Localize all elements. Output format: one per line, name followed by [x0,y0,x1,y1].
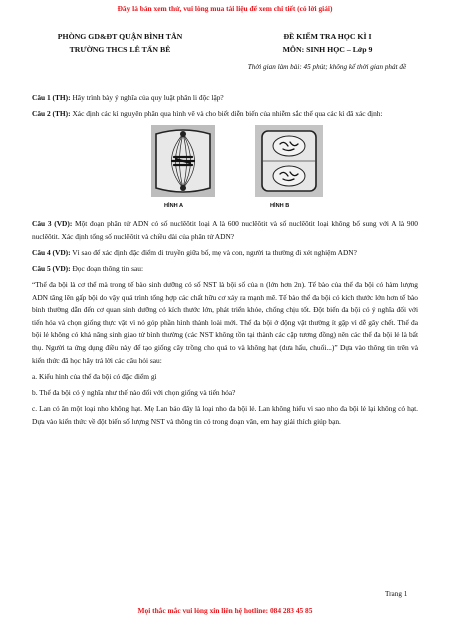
question-5-part-b: b. Thể đa bội có ý nghĩa như thế nào đối với chọn giống và tiến hóa? [32,387,236,397]
question-5-label: Câu 5 (VD): [32,263,71,273]
exam-content [32,92,418,432]
question-2 [32,108,418,121]
question-3-text: Một đoạn phân tử ADN có số nuclêôtit loại A là 600 nuclêôtit và số nuclêôtit loại không bổ sung với A là 900 nuclêôtit. Xác định tổng số nuclêôtit và chiều dài của phân tử ADN? [32,219,418,241]
question-4 [32,247,418,260]
preview-banner: Đây là bản xem thử, vui lòng mua tài liệu để xem chi tiết (có lời giải) [117,4,333,13]
question-3 [32,218,418,243]
question-1-label: Câu 1 (TH): [32,93,71,102]
exam-subject: MÔN: SINH HỌC – Lớp 9 [282,45,373,54]
question-5-part-c: c. Lan có ăn một loại nho không hạt. Mẹ Lan bảo đây là loại nho đa bội lẻ. Lan không hiểu vì sao nho đa bội lẻ lại không có hạt. Dựa vào kiến thức về đột biến số lượng NST và thông tin có trong đoạn văn, em hay giải thích giúp bạn. [32,403,418,426]
figure-b-caption: HÌNH B [270,203,290,210]
question-1 [32,92,418,105]
question-5-passage: “Thể đa bội là cơ thể mà trong tế bào sinh dưỡng có số NST là bội số của n (lớn hơn 2n). Tế bào của thể đa bội có hàm lượng ADN tăng lên gấp bội do vậy quá trình tổng hợp các chất hữu cơ xảy ra mạnh mẽ. Tế bào thể đa bội có kích thước lớn hơn tế bào bình thường dẫn đến cơ quan sinh dưỡng có kích thước lớn, phát triển khỏe, chống chịu tốt. Đột biến đa bội có ý nghĩa đối với tiến hóa và chọn giống thực vật vì nó góp phần hình thành loài mới. Thể đa bội ở động vật thường ít gặp vì dễ gây chết. Thể đa bội lẻ không có khả năng sinh giao tử bình thường (các NST không tồn tại thành các cặp tương đồng) nên các thể đa bội lẻ là bất thụ. Người ta ứng dụng điều này để tạo giống cây trồng cho quả to và không hạt (dưa hấu, chuối...)” Dựa vào thông tin trên và kiến thức đã học hãy trả lời các câu hỏi sau: [32,280,418,365]
page-number: Trang 1 [385,590,408,598]
question-5-part-a: a. Kiểu hình của thể đa bội có đặc điểm gì [32,371,157,381]
exam-title: ĐỀ KIỂM TRA HỌC KÌ I [283,32,372,41]
figure-a-cell-drawing [150,124,216,198]
question-3-label: Câu 3 (VD): [32,219,73,229]
department-name: PHÒNG GD&ĐT QUẬN BÌNH TÂN [57,32,183,41]
question-1-text: Hãy trình bày ý nghĩa của quy luật phân li độc lập? [70,93,224,102]
question-5 [32,263,418,276]
header-right [225,30,430,56]
school-name: TRƯỜNG THCS LÊ TẤN BÊ [69,45,171,54]
figure-b-cell-drawing [254,124,324,198]
header-left [30,30,210,56]
hotline-footer: Mọi thắc mắc vui lòng xin liên hệ hotline: 084 283 45 85 [137,606,313,615]
question-4-text: Vì sao để xác định đặc điểm di truyền giữa bố, mẹ và con, người ta thường đi xét nghiệm ADN? [70,247,357,257]
mitosis-figures [32,124,418,212]
question-2-text: Xác định các kì nguyên phân qua hình vẽ và cho biết diễn biến của nhiễm sắc thể qua các kì đã xác định: [70,109,383,119]
exam-time-note: Thời gian làm bài: 45 phút; không kể thời gian phát đề [247,63,407,71]
figure-a-caption: HÌNH A [164,203,184,210]
question-5-text: Đọc đoạn thông tin sau: [70,263,144,273]
question-4-label: Câu 4 (VD): [32,247,71,257]
question-2-label: Câu 2 (TH): [32,109,71,119]
